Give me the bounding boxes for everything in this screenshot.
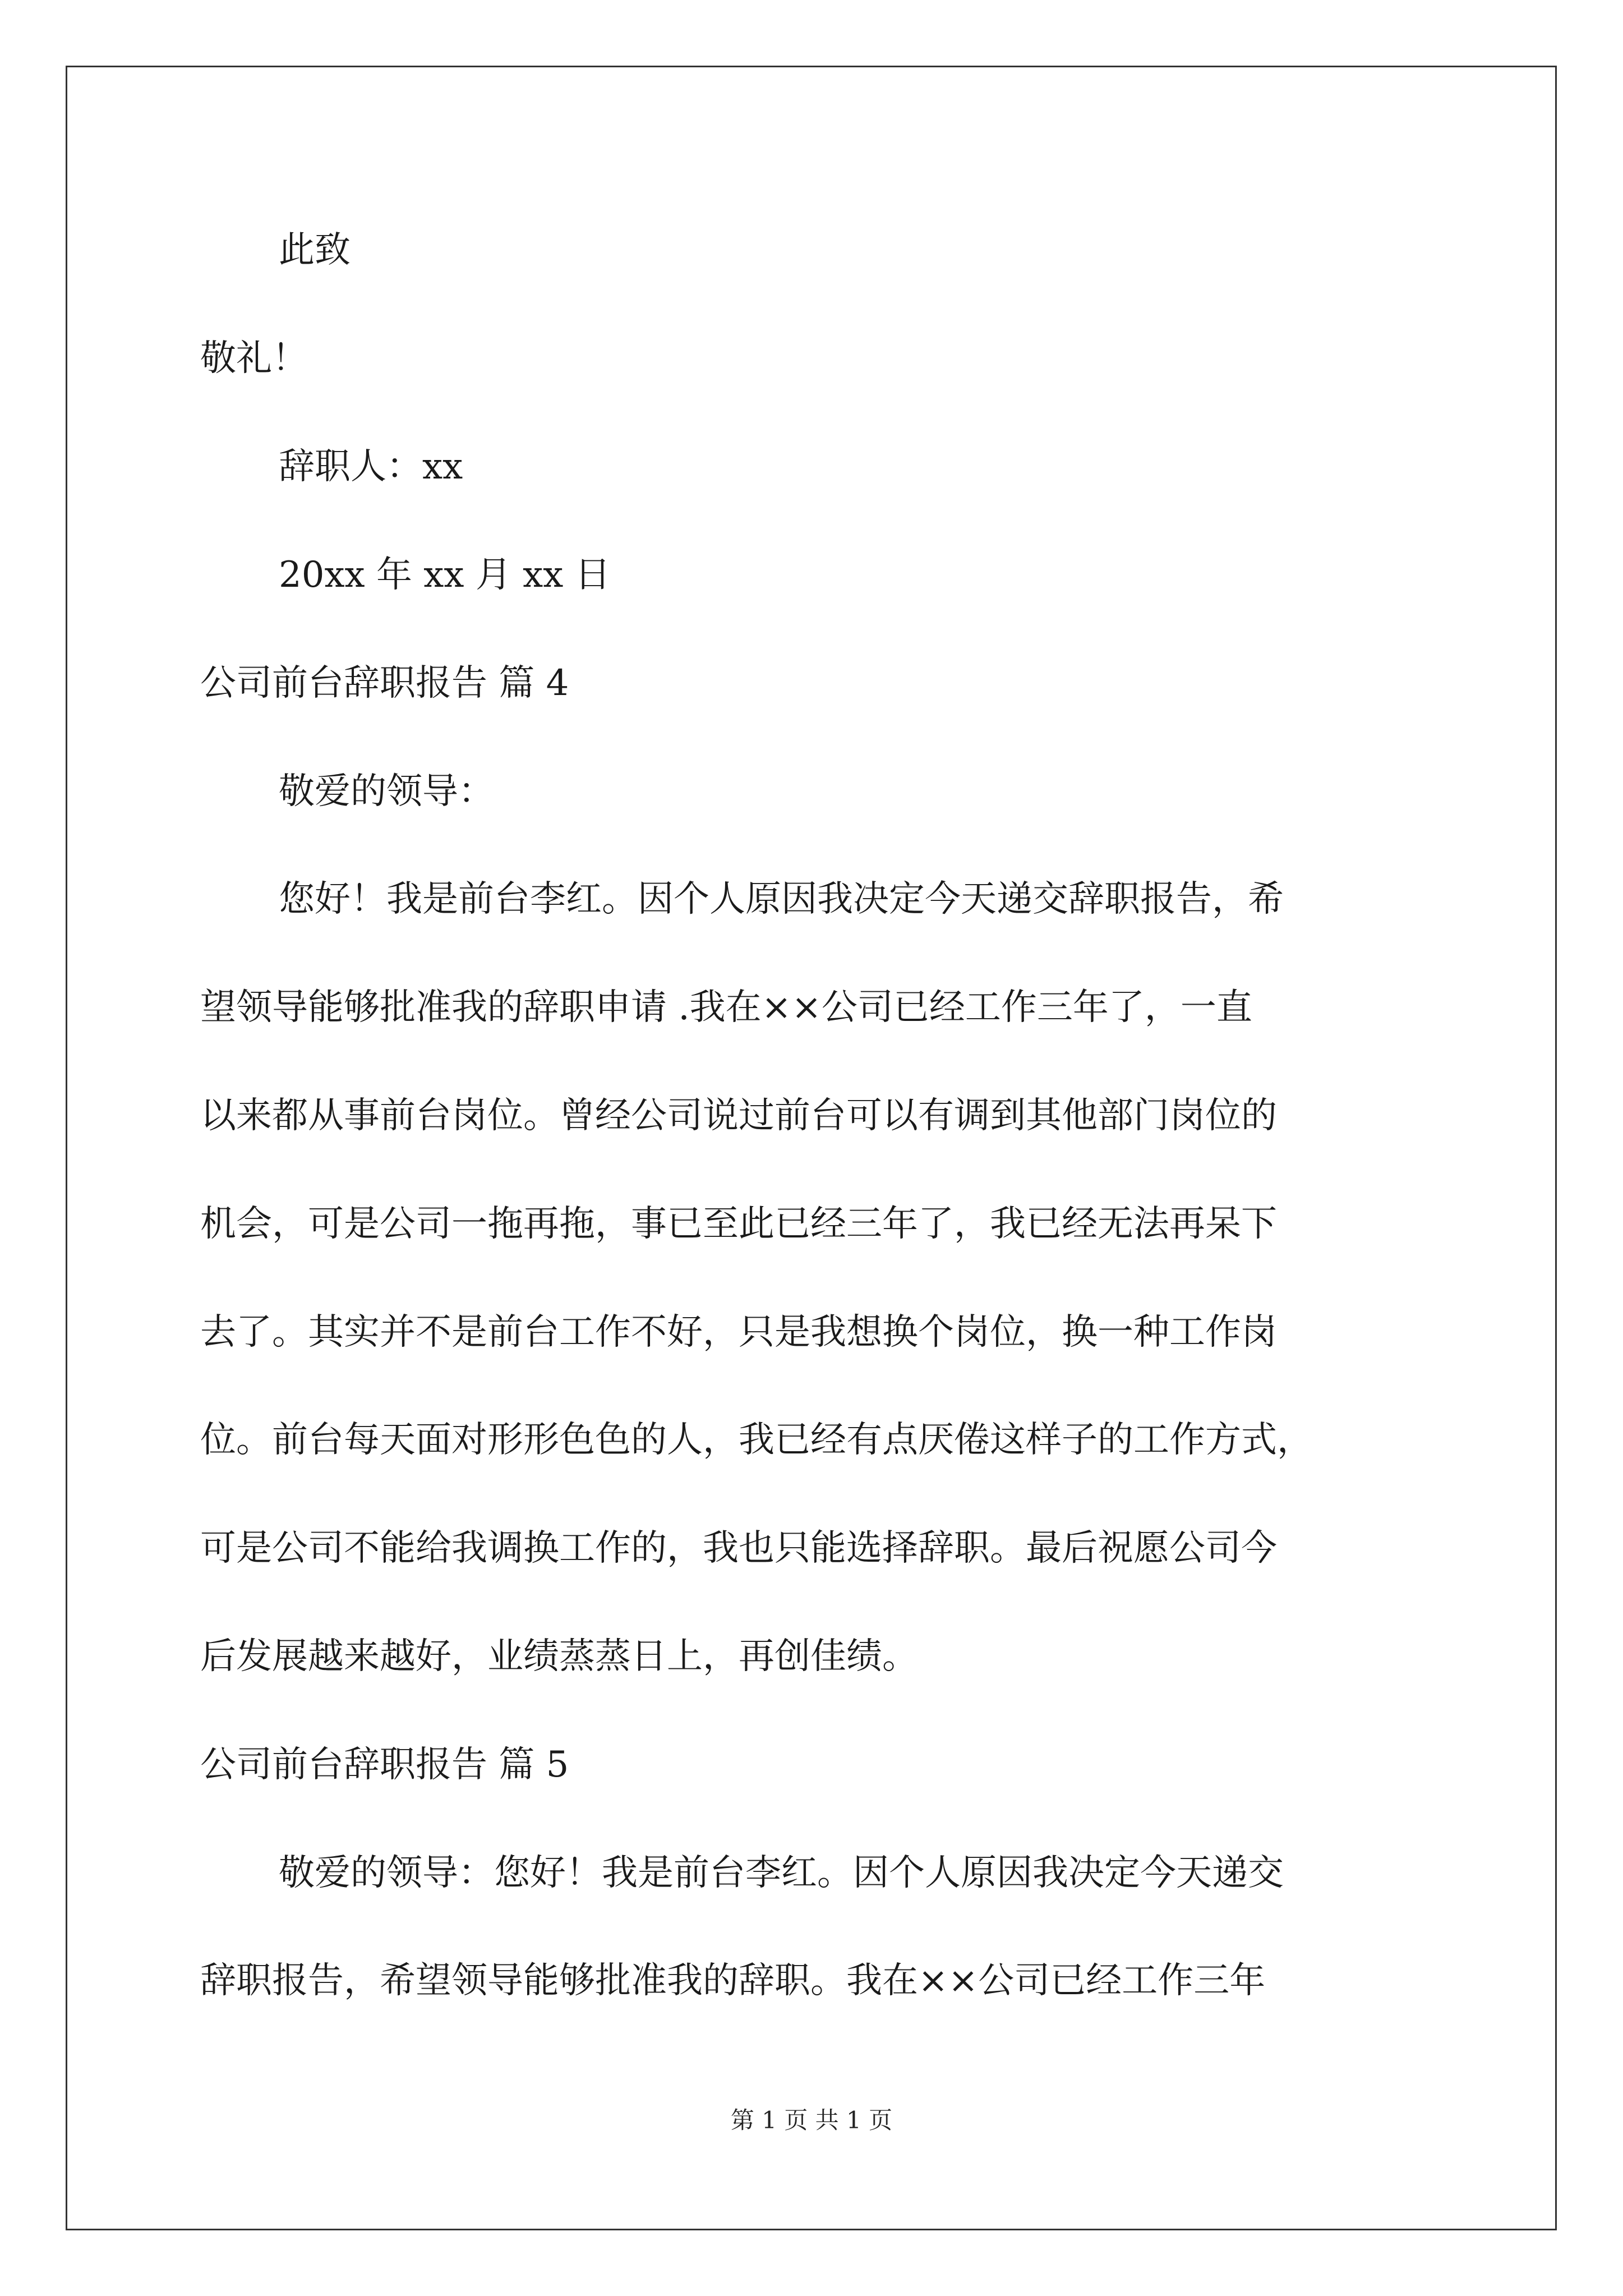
section-4-paragraph-line: 可是公司不能给我调换工作的，我也只能选择辞职。最后祝愿公司今: [200, 1527, 1277, 1569]
section-5-paragraph-line: 辞职报告，希望领导能够批准我的辞职。我在××公司已经工作三年: [200, 1960, 1266, 2001]
date-line: 20xx 年 xx 月 xx 日: [279, 554, 611, 596]
section-4-paragraph-line: 机会，可是公司一拖再拖，事已至此已经三年了，我已经无法再呆下: [200, 1203, 1277, 1245]
page-frame: [66, 66, 1557, 2230]
signer-line: 辞职人：xx: [279, 446, 463, 487]
page-footer: 第 1 页 共 1 页: [730, 2106, 893, 2134]
section-4-paragraph-line: 您好！我是前台李红。因个人原因我决定今天递交辞职报告，希: [279, 878, 1284, 920]
section-4-paragraph-line: 位。前台每天面对形形色色的人，我已经有点厌倦这样子的工作方式，: [200, 1419, 1313, 1461]
section-4-greeting: 敬爱的领导：: [279, 771, 494, 812]
section-4-paragraph-line: 望领导能够批准我的辞职申请 .我在××公司已经工作三年了，一直: [200, 987, 1252, 1028]
section-4-paragraph-line: 去了。其实并不是前台工作不好，只是我想换个岗位，换一种工作岗: [200, 1312, 1277, 1353]
section-4-paragraph-line: 以来都从事前台岗位。曾经公司说过前台可以有调到其他部门岗位的: [200, 1095, 1277, 1137]
section-5-paragraph-line: 敬爱的领导：您好！我是前台李红。因个人原因我决定今天递交: [279, 1852, 1284, 1894]
section-5-heading: 公司前台辞职报告 篇 5: [200, 1744, 569, 1786]
closing-salutation: 此致: [279, 229, 351, 271]
section-4-heading: 公司前台辞职报告 篇 4: [200, 662, 569, 704]
closing-respect: 敬礼！: [200, 338, 308, 379]
section-4-paragraph-line: 后发展越来越好，业绩蒸蒸日上，再创佳绩。: [200, 1636, 918, 1677]
